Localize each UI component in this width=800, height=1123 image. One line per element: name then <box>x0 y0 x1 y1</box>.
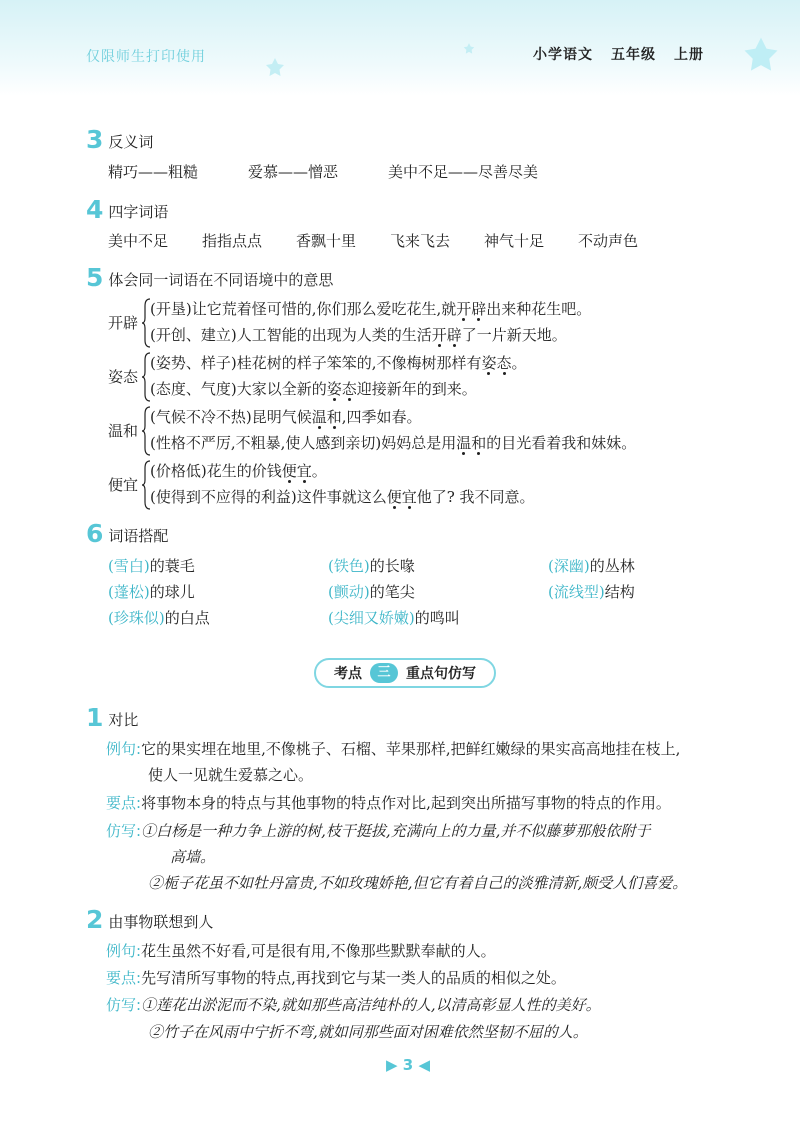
idiom-item: 指指点点 <box>202 232 263 250</box>
header-volume: 上册 <box>674 47 704 63</box>
section-number: 1 <box>86 703 104 732</box>
section-title: 反义词 <box>104 132 165 152</box>
context-sentence: (态度、气度)大家以全新的姿态迎接新年的到来。 <box>150 380 477 398</box>
page-deco-right-icon: ◀ <box>418 1056 430 1074</box>
header-book-info <box>533 44 722 64</box>
context-sentence: (开垦)让它荒着怪可惜的,你们那么爱吃花生,就开辟出来种花生吧。 <box>150 300 592 318</box>
collocation-item: (蓬松)的球儿 <box>108 583 195 601</box>
imitation-sentence: ②栀子花虽不如牡丹富贵,不如玫瑰娇艳,但它有着自己的淡雅清新,颇受人们喜爱。 <box>148 874 688 892</box>
header-grade: 五年级 <box>611 47 656 63</box>
emphasis-word: 开辟 <box>431 326 462 344</box>
imitation-sentence: 仿写:①莲花出淤泥而不染,就如那些高洁纯朴的人,以清高彰显人性的美好。 <box>106 996 601 1014</box>
collocation-item: (颤动)的笔尖 <box>328 583 415 601</box>
context-sentence: (姿势、样子)桂花树的样子笨笨的,不像梅树那样有姿态。 <box>150 354 527 372</box>
section-number: 5 <box>86 263 104 292</box>
page-deco-left-icon: ▶ <box>386 1056 398 1074</box>
context-word: 姿态 <box>108 368 139 386</box>
key-point: 要点:先写清所写事物的特点,再找到它与某一类人的品质的相似之处。 <box>106 969 566 987</box>
header-subject: 小学语文 <box>533 47 593 63</box>
topic-label: 考点 <box>334 666 362 682</box>
context-sentence: (性格不严厉,不粗暴,使人感到亲切)妈妈总是用温和的目光看着我和妹妹。 <box>150 434 637 452</box>
section-number: 2 <box>86 905 104 934</box>
section-title: 对比 <box>104 710 150 730</box>
section-number: 3 <box>86 125 104 154</box>
section-heading-idioms <box>86 196 180 222</box>
section-title: 四字词语 <box>104 202 180 222</box>
collocation-item: (流线型)结构 <box>548 583 635 601</box>
context-word: 便宜 <box>108 476 139 494</box>
emphasis-word: 温和 <box>311 408 342 426</box>
key-point: 要点:将事物本身的特点与其他事物的特点作对比,起到突出所描写事物的特点的作用。 <box>106 794 671 812</box>
context-sentence: (价格低)花生的价钱便宜。 <box>150 462 327 480</box>
idiom-item: 美中不足 <box>108 232 169 250</box>
antonym-item: 美中不足——尽善尽美 <box>388 163 539 181</box>
imitation-sentence: 仿写:①白杨是一种力争上游的树,枝干挺拔,充满向上的力量,并不似藤萝那般依附于 <box>106 822 651 840</box>
context-sentence: (开创、建立)人工智能的出现为人类的生活开辟了一片新天地。 <box>150 326 567 344</box>
context-sentence: (气候不冷不热)昆明气候温和,四季如春。 <box>150 408 422 426</box>
section-heading-antonyms <box>86 126 165 152</box>
page-number <box>386 1056 430 1074</box>
idiom-item: 飞来飞去 <box>390 232 451 250</box>
example-sentence-cont: 使人一见就生爱慕之心。 <box>148 766 314 784</box>
section-heading-association <box>86 906 225 932</box>
context-word: 温和 <box>108 422 139 440</box>
collocation-item: (铁色)的长喙 <box>328 557 415 575</box>
antonym-item: 精巧——粗糙 <box>108 163 199 181</box>
collocation-item: (深幽)的丛林 <box>548 557 635 575</box>
collocation-item: (尖细又娇嫩)的鸣叫 <box>328 609 460 627</box>
emphasis-word: 开辟 <box>456 300 487 318</box>
context-sentence: (使得到不应得的利益)这件事就这么便宜他了? 我不同意。 <box>150 488 535 506</box>
star-icon <box>738 34 784 78</box>
section-number: 4 <box>86 195 104 224</box>
idiom-item: 香飘十里 <box>296 232 357 250</box>
emphasis-word: 便宜 <box>281 462 312 480</box>
section-title: 体会同一词语在不同语境中的意思 <box>104 270 345 290</box>
imitation-sentence: ②竹子在风雨中宁折不弯,就如同那些面对困难依然坚韧不屈的人。 <box>148 1023 588 1041</box>
example-sentence: 例句:花生虽然不好看,可是很有用,不像那些默默奉献的人。 <box>106 942 496 960</box>
example-sentence: 例句:它的果实埋在地里,不像桃子、石榴、苹果那样,把鲜红嫩绿的果实高高地挂在枝上, <box>106 740 681 758</box>
section-heading-contrast <box>86 704 150 730</box>
section-heading-context <box>86 264 345 290</box>
idiom-item: 不动声色 <box>578 232 639 250</box>
collocation-item: (珍珠似)的白点 <box>108 609 210 627</box>
emphasis-word: 便宜 <box>386 488 417 506</box>
emphasis-word: 姿态 <box>481 354 512 372</box>
topic-title: 重点句仿写 <box>406 666 476 682</box>
section-title: 由事物联想到人 <box>104 912 225 932</box>
section-heading-collocation <box>86 520 180 546</box>
emphasis-word: 姿态 <box>326 380 357 398</box>
header-watermark: 仅限师生打印使用 <box>86 49 206 65</box>
collocation-item: (雪白)的蓑毛 <box>108 557 195 575</box>
antonym-item: 爱慕——憎恶 <box>248 163 339 181</box>
emphasis-word: 温和 <box>456 434 487 452</box>
idiom-item: 神气十足 <box>484 232 545 250</box>
page-number-value: 3 <box>402 1056 414 1074</box>
imitation-sentence-cont: 高墙。 <box>170 848 216 866</box>
section-number: 6 <box>86 519 104 548</box>
section-title: 词语搭配 <box>104 526 180 546</box>
topic-number: 三 <box>370 663 398 683</box>
star-icon <box>462 42 476 56</box>
context-word: 开辟 <box>108 314 139 332</box>
star-icon <box>262 56 288 80</box>
topic-banner <box>314 658 496 688</box>
